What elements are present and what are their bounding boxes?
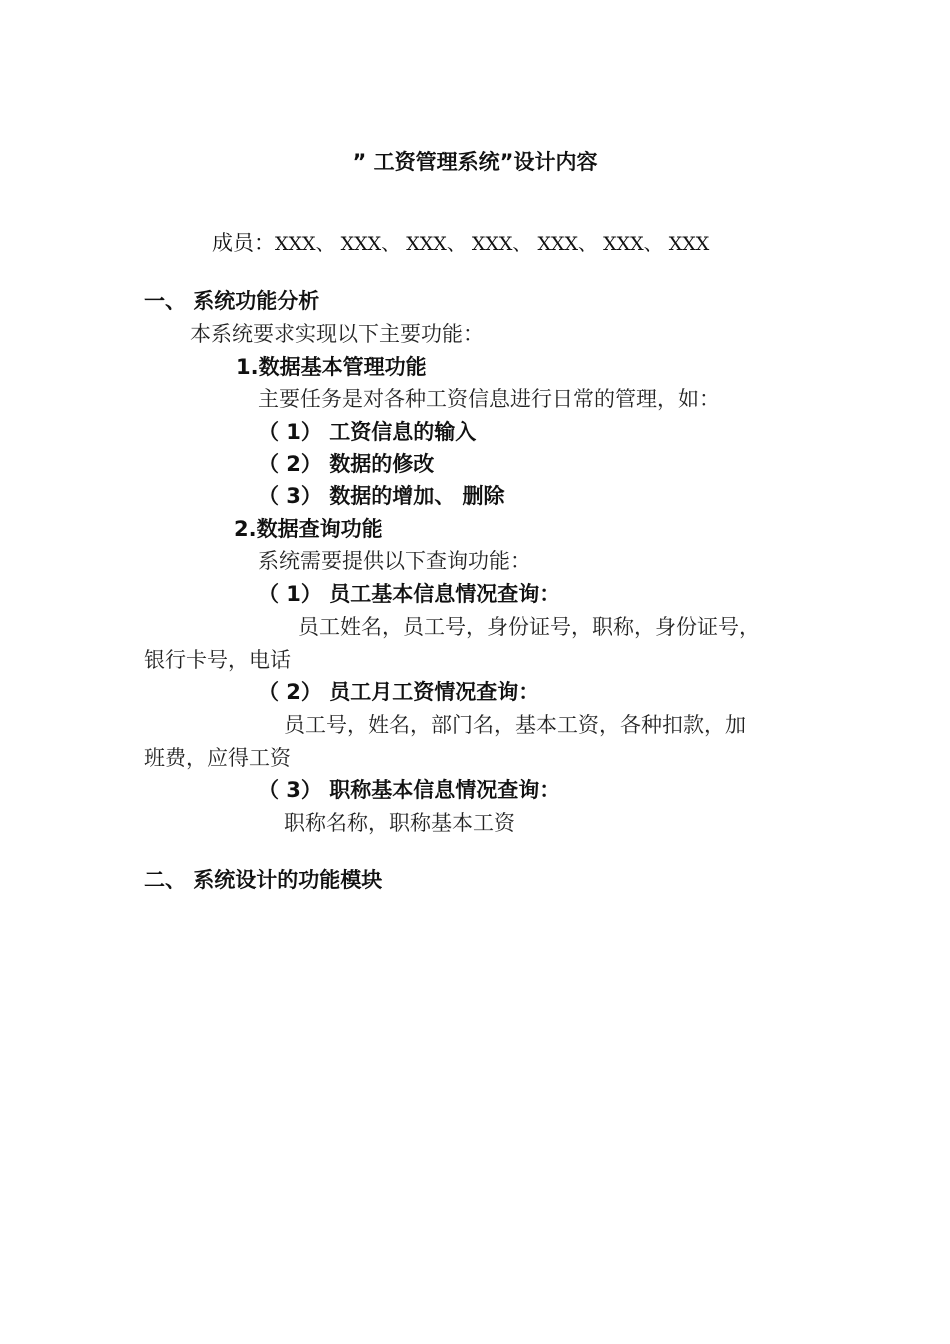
item-2-sub-2-detail-1: 员工号，姓名，部门名，基本工资，各种扣款，加 <box>284 713 746 737</box>
item-2-sub-2: （ 2） 员工月工资情况查询： <box>258 680 540 704</box>
item-1-desc: 主要任务是对各种工资信息进行日常的管理，如： <box>258 387 720 411</box>
item-1-sub-1: （ 1） 工资信息的输入 <box>258 420 477 444</box>
item-2-sub-1-detail-1: 员工姓名，员工号，身份证号，职称，身份证号， <box>298 615 760 639</box>
item-2-sub-2-detail-2: 班费，应得工资 <box>144 746 291 770</box>
item-2-title: 2.数据查询功能 <box>234 517 383 541</box>
item-2-sub-1-detail-2: 银行卡号，电话 <box>144 648 291 672</box>
item-1-sub-3: （ 3） 数据的增加、 删除 <box>258 484 505 508</box>
section-2-heading: 二、 系统设计的功能模块 <box>144 868 383 892</box>
item-2-sub-3-detail-1: 职称名称，职称基本工资 <box>284 811 515 835</box>
item-2-desc: 系统需要提供以下查询功能： <box>258 549 531 573</box>
item-1-title: 1.数据基本管理功能 <box>236 355 427 379</box>
section-1-heading: 一、 系统功能分析 <box>144 289 320 313</box>
item-2-sub-1: （ 1） 员工基本信息情况查询： <box>258 582 561 606</box>
section-1-intro: 本系统要求实现以下主要功能： <box>190 322 484 346</box>
members-line <box>212 229 709 258</box>
members-label: 成员： <box>212 231 275 255</box>
item-2-sub-3: （ 3） 职称基本信息情况查询： <box>258 778 561 802</box>
item-1-sub-2: （ 2） 数据的修改 <box>258 452 435 476</box>
document-title: ” 工资管理系统”设计内容 <box>352 150 598 174</box>
members-names: XXX、 XXX、 XXX、 XXX、 XXX、 XXX、 XXX <box>275 233 710 255</box>
